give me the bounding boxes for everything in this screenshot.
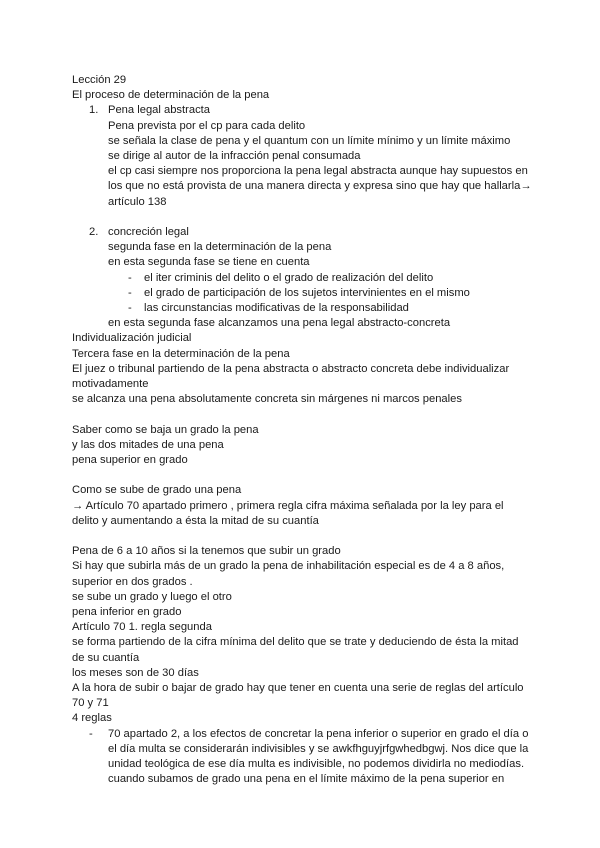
section-1-line: Pena prevista por el cp para cada delito — [108, 119, 306, 132]
paragraph-line: Pena de 6 a 10 años si la tenemos que subir un grado — [72, 545, 341, 558]
section-1-line: el cp casi siempre nos proporciona la pena legal abstracta aunque hay supuestos en los que no está provista de una manera directa y expresa sino que hay que hallarla→ artículo 138 — [108, 165, 532, 208]
section-2-line: en esta segunda fase alcanzamos una pena legal abstracto-concreta — [108, 317, 451, 330]
lesson-subtitle: El proceso de determinación de la pena — [72, 89, 270, 102]
spacer — [72, 468, 532, 483]
spacer — [72, 407, 532, 422]
section-1-title: Pena legal abstracta — [108, 104, 210, 117]
paragraph-line: Si hay que subirla más de un grado la pena de inhabilitación especial es de 4 a 8 años, superior en dos grados . — [72, 560, 505, 588]
lesson-title: Lección 29 — [72, 74, 127, 86]
bullet-text: el iter criminis del delito o el grado de realización del delito — [144, 271, 434, 284]
paragraph-line: se sube un grado y luego el otro — [72, 590, 232, 603]
section-2-line: segunda fase en la determinación de la pena — [108, 241, 332, 254]
spacer — [72, 210, 532, 225]
spacer — [72, 529, 532, 544]
section-2-line: en esta segunda fase se tiene en cuenta — [108, 256, 310, 269]
section-2-bullet — [72, 286, 532, 301]
section-1-line: se señala la clase de pena y el quantum con un límite mínimo y un límite máximo — [108, 134, 511, 147]
paragraph-line: pena inferior en grado — [72, 606, 182, 619]
paragraph-line: Artículo 70 1. regla segunda — [72, 621, 212, 634]
bullet-text: el grado de participación de los sujetos intervinientes en el mismo — [144, 286, 470, 299]
bullet-text: las circunstancias modificativas de la responsabilidad — [144, 302, 409, 315]
bullet-dash: - — [128, 302, 132, 315]
bullet-dash: - — [128, 286, 132, 299]
section-1-line: se dirige al autor de la infracción penal consumada — [108, 150, 361, 163]
bullet-dash: - — [128, 271, 132, 284]
paragraph-line: los meses son de 30 días — [72, 666, 199, 679]
section-1-heading — [72, 103, 532, 118]
paragraph-line: Como se sube de grado una pena — [72, 484, 242, 497]
rule-bullet — [72, 727, 532, 788]
paragraph-line: → Artículo 70 apartado primero , primera regla cifra máxima señalada por la ley para el delito y aumentando a ésta la mitad de su cuantía — [72, 499, 504, 527]
paragraph-line: pena superior en grado — [72, 454, 188, 467]
paragraph-line: y las dos mitades de una pena — [72, 438, 224, 451]
paragraph-line: El juez o tribunal partiendo de la pena abstracta o abstracto concreta debe individualizar motivadamente — [72, 362, 510, 391]
section-2-bullet — [72, 271, 532, 286]
section-2-number: 2. — [89, 226, 99, 239]
paragraph-line: A la hora de subir o bajar de grado hay que tener en cuenta una serie de reglas del artículo 70 y 71 — [72, 682, 524, 710]
document-body — [72, 73, 532, 787]
paragraph-line: 4 reglas — [72, 712, 112, 725]
paragraph-line: Saber como se baja un grado la pena — [72, 423, 259, 436]
section-2-bullet — [72, 301, 532, 316]
section-heading: Individualización judicial — [72, 332, 192, 345]
section-2-heading — [72, 225, 532, 240]
paragraph-line: se alcanza una pena absolutamente concreta sin márgenes ni marcos penales — [72, 393, 462, 406]
bullet-dash: - — [89, 727, 93, 740]
paragraph-line: Tercera fase en la determinación de la pena — [72, 347, 290, 360]
bullet-text: 70 apartado 2, a los efectos de concretar la pena inferior o superior en grado el día o el día multa se considerarán indivisibles y se awkfhguyjrfgwhedbgwj. Nos dice que la unidad teológica de ese día multa es indivisible, no podemos dividirla no mediodías. cuando subamos de grado una pena en el límite máximo de la pena superior en — [108, 727, 529, 786]
paragraph-line: se forma partiendo de la cifra mínima del delito que se trate y deduciendo de ésta la mitad de su cuantía — [72, 636, 519, 664]
section-1-number: 1. — [89, 104, 99, 117]
section-2-title: concreción legal — [108, 226, 189, 239]
